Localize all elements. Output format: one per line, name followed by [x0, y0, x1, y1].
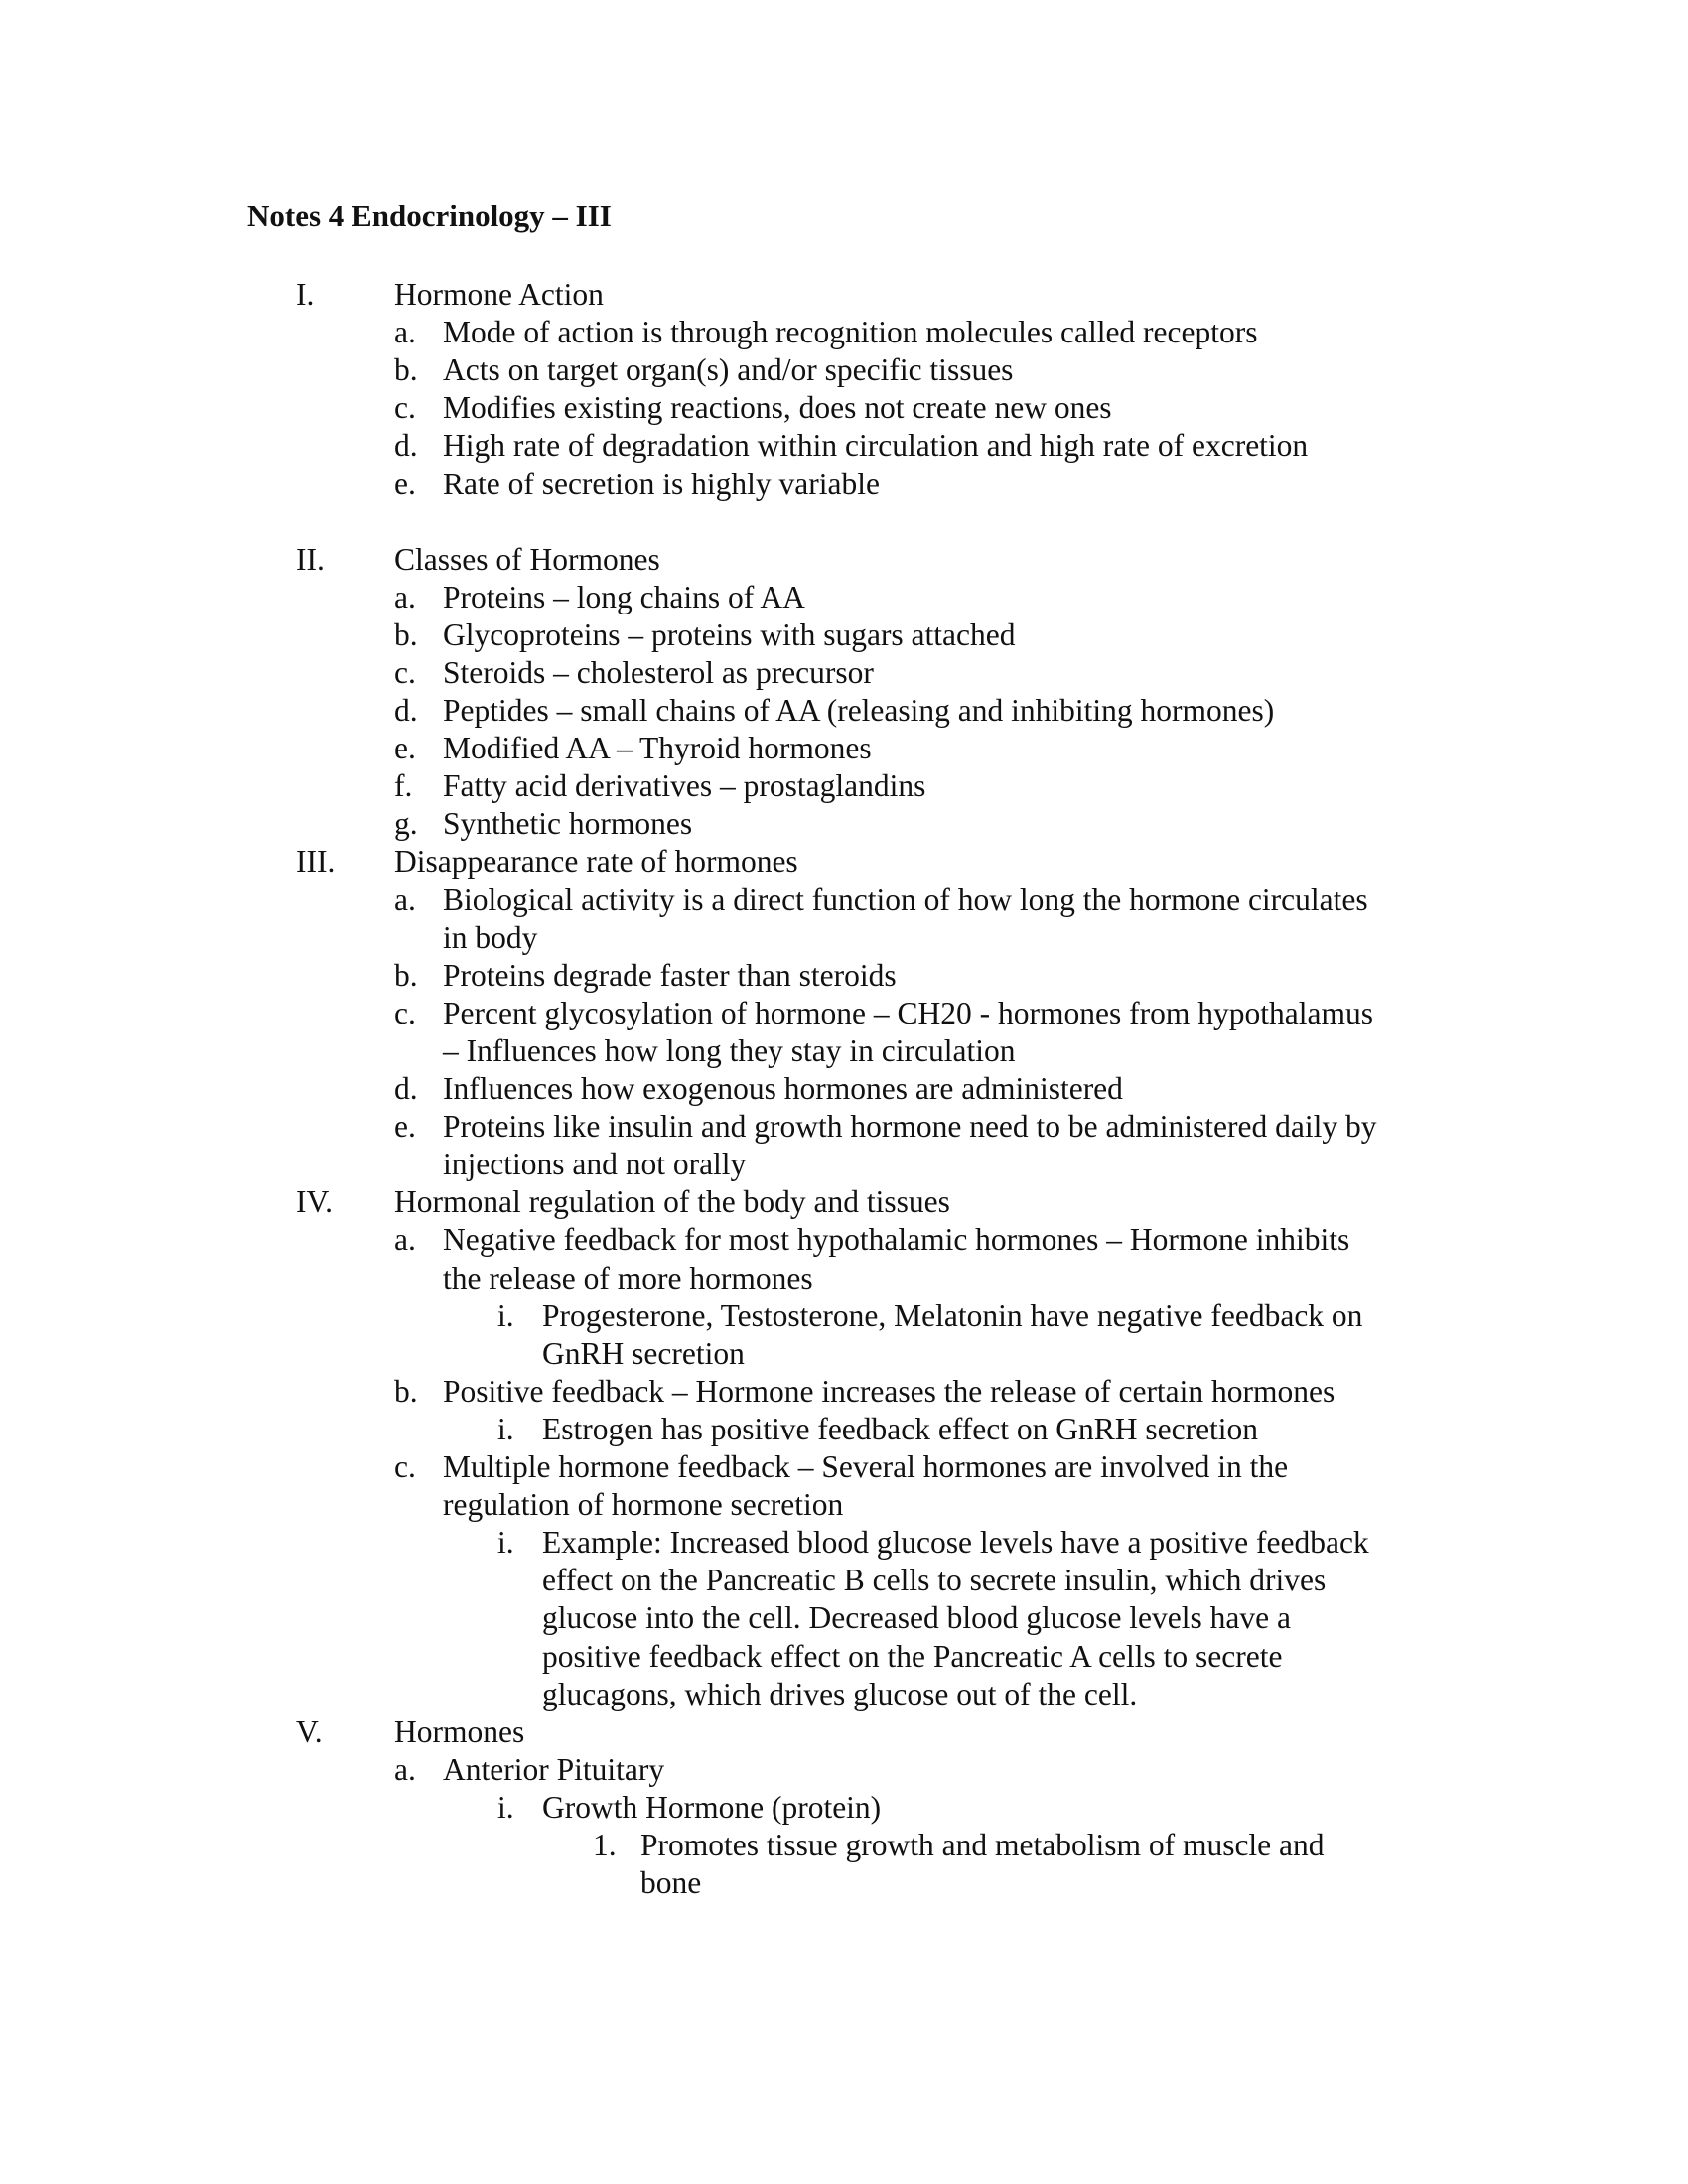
list-item-text: High rate of degradation within circulation and high rate of excretion	[443, 428, 1309, 464]
list-marker: d.	[394, 428, 418, 464]
list-item-text: glucagons, which drives glucose out of the cell.	[542, 1676, 1138, 1711]
section-numeral: III.	[296, 844, 336, 880]
list-item-text: injections and not orally	[443, 1147, 747, 1182]
list-marker: a.	[394, 1222, 416, 1258]
list-item-text: Negative feedback for most hypothalamic hormones – Hormone inhibits	[443, 1222, 1350, 1258]
list-item-text: Influences how exogenous hormones are administered	[443, 1071, 1123, 1106]
list-item-text: Fatty acid derivatives – prostaglandins	[443, 768, 926, 804]
list-marker: i.	[497, 1525, 514, 1561]
section-numeral: V.	[296, 1713, 323, 1749]
list-item-text: the release of more hormones	[443, 1260, 813, 1296]
list-item-text: in body	[443, 919, 538, 955]
section-heading: Hormones	[394, 1713, 525, 1749]
list-marker: c.	[394, 1449, 416, 1484]
page-title: Notes 4 Endocrinology – III	[247, 199, 612, 233]
list-item-text: Promotes tissue growth and metabolism of muscle and	[640, 1828, 1325, 1862]
list-item-text: Steroids – cholesterol as precursor	[443, 654, 874, 690]
list-marker: e.	[394, 1109, 416, 1145]
list-item-text: Proteins like insulin and growth hormone need to be administered daily by	[443, 1109, 1377, 1145]
list-item-text: positive feedback effect on the Pancreatic A cells to secrete	[542, 1638, 1283, 1674]
list-item-text: Glycoproteins – proteins with sugars attached	[443, 616, 1016, 652]
list-item-text: Peptides – small chains of AA (releasing and inhibiting hormones)	[443, 693, 1275, 728]
list-marker: b.	[394, 616, 418, 652]
list-marker: b.	[394, 957, 418, 993]
list-item-text: Proteins – long chains of AA	[443, 579, 805, 614]
list-marker: d.	[394, 693, 418, 728]
section-heading: Classes of Hormones	[394, 541, 660, 577]
section-heading: Hormone Action	[394, 277, 604, 312]
list-marker: f.	[394, 768, 413, 804]
list-item-text: Estrogen has positive feedback effect on GnRH secretion	[542, 1411, 1259, 1446]
section-heading: Hormonal regulation of the body and tissues	[394, 1184, 950, 1220]
list-marker: b.	[394, 352, 418, 388]
list-marker: d.	[394, 1071, 418, 1106]
list-marker: a.	[394, 882, 416, 917]
list-item-text: – Influences how long they stay in circulation	[443, 1032, 1016, 1068]
list-marker: c.	[394, 995, 416, 1030]
list-marker: 1.	[593, 1828, 617, 1862]
section-numeral: II.	[296, 541, 325, 577]
list-marker: c.	[394, 654, 416, 690]
list-item-text: Acts on target organ(s) and/or specific tissues	[443, 352, 1014, 388]
list-item-text: Synthetic hormones	[443, 806, 693, 842]
list-marker: i.	[497, 1411, 514, 1446]
list-marker: i.	[497, 1789, 514, 1825]
list-item-text: Anterior Pituitary	[443, 1751, 665, 1787]
list-item-text: Example: Increased blood glucose levels have a positive feedback	[542, 1525, 1369, 1561]
list-item-text: Rate of secretion is highly variable	[443, 466, 880, 501]
list-item-text: Positive feedback – Hormone increases the release of certain hormones	[443, 1373, 1336, 1409]
list-item-text: Mode of action is through recognition molecules called receptors	[443, 315, 1258, 350]
list-marker: a.	[394, 315, 416, 350]
list-marker: i.	[497, 1297, 514, 1333]
list-marker: c.	[394, 390, 416, 426]
list-item-text: GnRH secretion	[542, 1335, 745, 1371]
section-numeral: IV.	[296, 1184, 334, 1220]
list-marker: a.	[394, 579, 416, 614]
list-item-text: Multiple hormone feedback – Several hormones are involved in the	[443, 1449, 1289, 1484]
list-marker: e.	[394, 731, 416, 766]
list-item-text: bone	[640, 1865, 702, 1901]
list-item-text: Growth Hormone (protein)	[542, 1789, 882, 1825]
list-marker: a.	[394, 1751, 416, 1787]
list-item-text: Modified AA – Thyroid hormones	[443, 731, 872, 766]
list-marker: b.	[394, 1373, 418, 1409]
section-heading: Disappearance rate of hormones	[394, 844, 798, 880]
list-item-text: Proteins degrade faster than steroids	[443, 957, 897, 993]
list-item-text: effect on the Pancreatic B cells to secrete insulin, which drives	[542, 1563, 1327, 1598]
section-numeral: I.	[296, 277, 315, 312]
list-item-text: Biological activity is a direct function of how long the hormone circulates	[443, 882, 1368, 917]
list-item-text: regulation of hormone secretion	[443, 1487, 844, 1523]
list-marker: e.	[394, 466, 416, 501]
list-item-text: Progesterone, Testosterone, Melatonin have negative feedback on	[542, 1297, 1363, 1333]
list-item-text: Modifies existing reactions, does not create new ones	[443, 390, 1112, 426]
list-marker: g.	[394, 806, 418, 842]
list-item-text: Percent glycosylation of hormone – CH20 - hormones from hypothalamus	[443, 995, 1373, 1030]
list-item-text: glucose into the cell. Decreased blood glucose levels have a	[542, 1600, 1291, 1636]
